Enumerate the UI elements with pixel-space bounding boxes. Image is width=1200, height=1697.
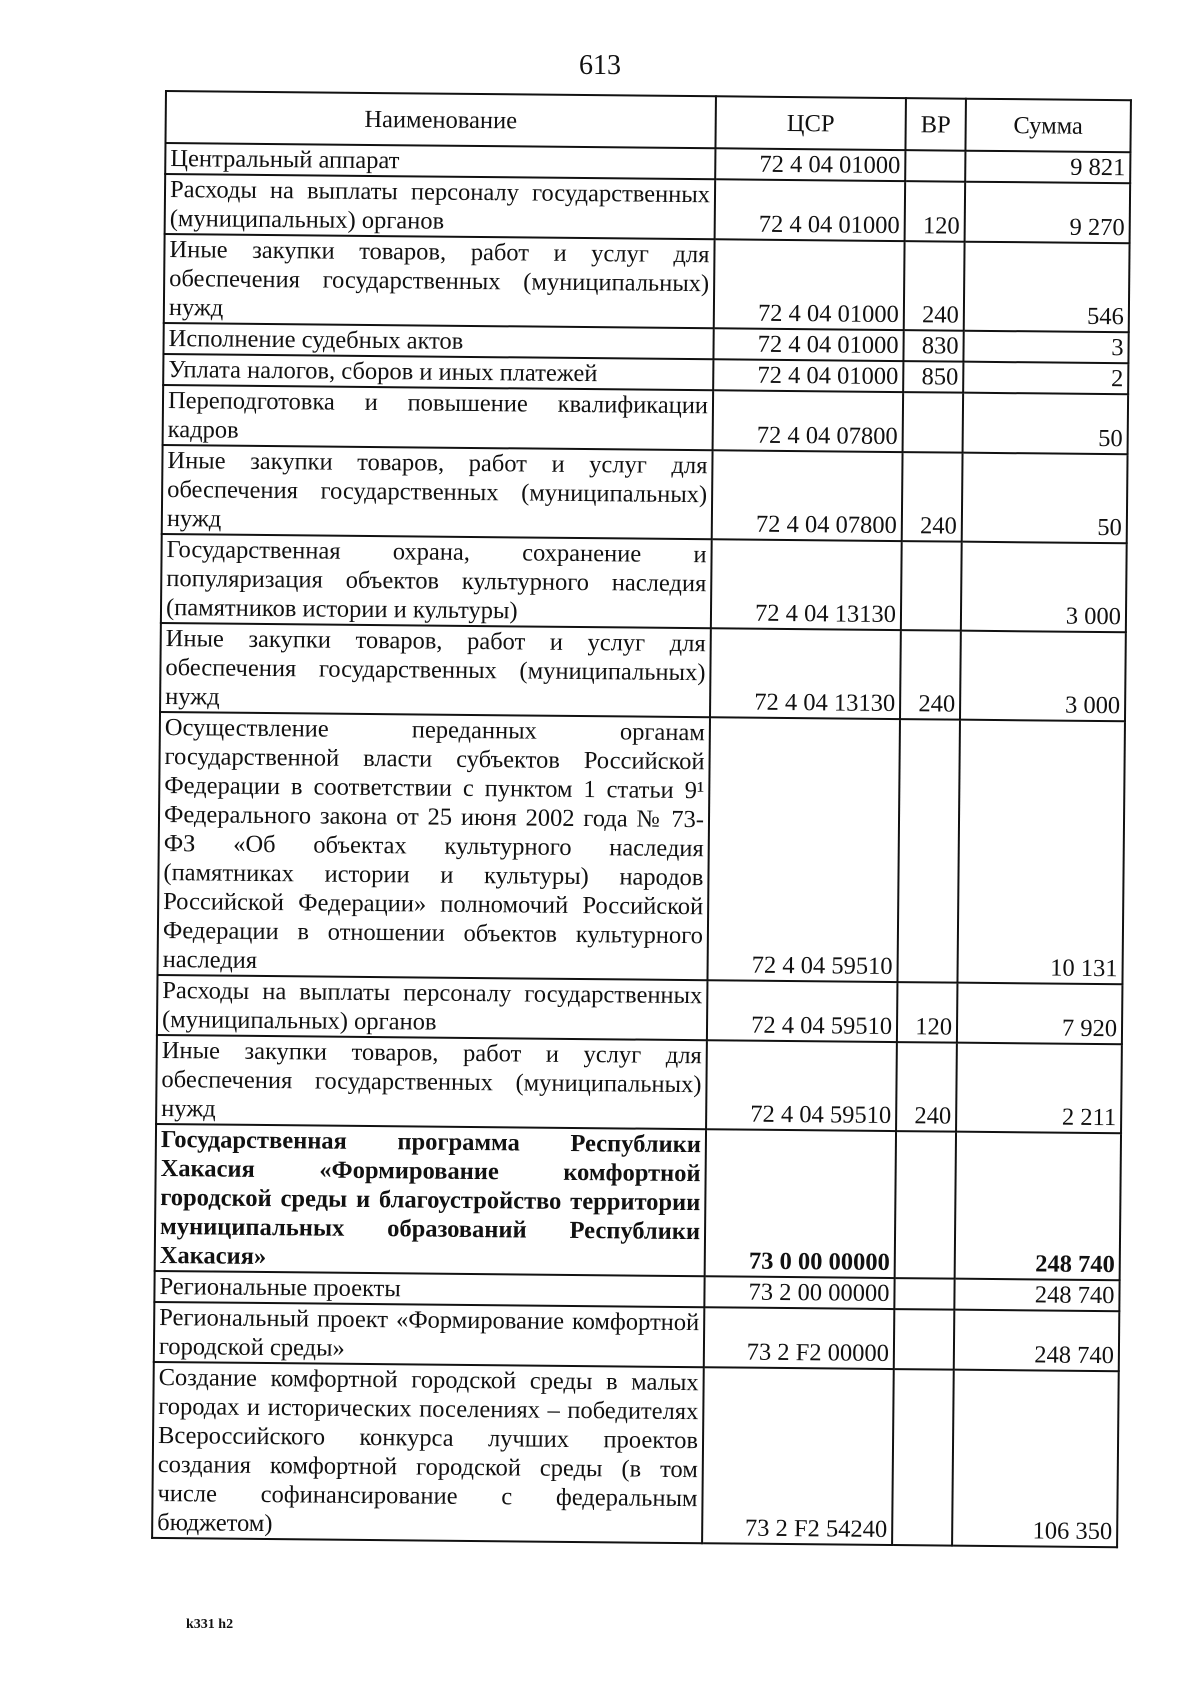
page-number: 613 [579,50,621,81]
cell-vr [903,392,964,453]
cell-name: Иные закупки товаров, работ и услуг для обеспечения государственных (муниципальных) нужд [162,445,713,539]
cell-sum: 248 740 [955,1132,1121,1281]
cell-vr [892,1369,954,1546]
footer-code: k331 h2 [186,1617,234,1632]
cell-name: Расходы на выплаты персоналу государственных (муниципальных) органов [157,975,708,1040]
cell-name: Создание комфортной городской среды в малых городах и исторических поселениях – победителях Всероссийского конкурса лучших проектов создания комфортной городской среды (в том числе софинансирование с федеральным бюджетом) [152,1362,704,1543]
cell-csr: 72 4 04 01000 [715,148,905,181]
cell-csr: 72 4 04 59510 [706,1040,897,1131]
cell-csr: 72 4 04 59510 [707,717,900,982]
cell-vr [905,150,965,182]
cell-sum: 2 211 [956,1043,1122,1134]
cell-csr: 73 2 F2 00000 [704,1307,895,1369]
table-body [152,143,1130,1547]
cell-csr: 73 0 00 00000 [705,1129,896,1278]
cell-name: Исполнение судебных актов [163,323,713,359]
cell-vr [894,1278,954,1310]
cell-csr: 72 4 04 13130 [711,539,902,630]
cell-csr: 73 2 F2 54240 [702,1367,894,1545]
table-row [160,623,1126,721]
table-row [156,1035,1122,1133]
cell-name: Осуществление переданных органам государственной власти субъектов Российской Федерации в соответствии с пунктом 1 статьи 9¹ Федерального закона от 25 июня 2002 года № 73-ФЗ «Об объектах культурного наследия (памятниках истории и культуры) народов Российской Федерации» полномочий Российской Федерации в отношении объектов культурного наследия [158,712,710,980]
cell-name: Центральный аппарат [165,143,715,179]
cell-vr: 240 [900,630,961,720]
cell-csr: 72 4 04 01000 [713,359,903,392]
table-row [157,975,1123,1044]
cell-vr: 240 [904,241,965,331]
cell-sum: 546 [964,242,1130,333]
cell-csr: 72 4 04 01000 [714,239,905,330]
table-row [152,1362,1119,1547]
header-csr: ЦСР [715,96,905,150]
table-row [161,534,1127,632]
budget-table [151,90,1132,1548]
table-row [165,174,1131,243]
header-name: Наименование [165,91,715,148]
cell-name: Государственная охрана, сохранение и популяризация объектов культурного наследия (памятников истории и культуры) [161,534,712,628]
cell-name: Иные закупки товаров, работ и услуг для обеспечения государственных (муниципальных) нужд [164,234,715,328]
cell-vr: 120 [897,982,958,1043]
table-row [158,712,1125,984]
cell-vr: 240 [896,1042,957,1132]
cell-name: Уплата налогов, сборов и иных платежей [163,354,713,390]
cell-vr: 240 [902,452,963,542]
table-row [164,234,1130,332]
table-row [154,1302,1120,1371]
cell-csr: 72 4 04 01000 [715,179,906,241]
cell-vr: 850 [903,361,963,393]
cell-name: Региональный проект «Формирование комфортной городской среды» [154,1302,705,1367]
table-row [155,1124,1121,1280]
cell-sum: 50 [963,393,1129,455]
cell-vr: 120 [905,181,966,242]
cell-name: Государственная программа Республики Хакасия «Формирование комфортной городской среды и благоустройство территории муниципальных образований Республики Хакасия» [155,1124,706,1276]
cell-sum: 248 740 [954,1310,1120,1372]
cell-sum: 9 821 [965,151,1130,184]
cell-sum: 3 000 [961,542,1127,633]
cell-vr [895,1131,956,1279]
cell-csr: 72 4 04 07800 [712,450,903,541]
cell-sum: 3 [963,331,1128,364]
cell-vr [897,719,960,983]
cell-name: Расходы на выплаты персоналу государственных (муниципальных) органов [165,174,716,239]
cell-name: Иные закупки товаров, работ и услуг для обеспечения государственных (муниципальных) нужд [156,1035,707,1129]
table-row [162,445,1128,543]
cell-sum: 50 [962,453,1128,544]
cell-name: Переподготовка и повышение квалификации кадров [163,385,714,450]
cell-sum: 9 270 [965,182,1131,244]
cell-vr [901,541,962,631]
header-sum: Сумма [965,99,1130,153]
cell-vr: 830 [903,330,963,362]
cell-sum: 7 920 [957,983,1123,1045]
table-row [163,385,1129,454]
cell-sum: 248 740 [954,1279,1119,1312]
cell-name: Региональные проекты [154,1271,704,1307]
cell-csr: 72 4 04 01000 [713,328,903,361]
cell-csr: 73 2 00 00000 [704,1276,894,1309]
table-header-row [165,91,1130,152]
header-vr: ВР [905,98,965,151]
cell-vr [894,1309,955,1370]
cell-csr: 72 4 04 07800 [713,390,904,452]
cell-sum: 106 350 [952,1370,1119,1548]
cell-sum: 10 131 [957,720,1125,985]
cell-sum: 2 [963,362,1128,395]
cell-csr: 72 4 04 13130 [710,628,901,719]
cell-sum: 3 000 [960,631,1126,722]
cell-csr: 72 4 04 59510 [707,980,898,1042]
cell-name: Иные закупки товаров, работ и услуг для обеспечения государственных (муниципальных) нужд [160,623,711,717]
